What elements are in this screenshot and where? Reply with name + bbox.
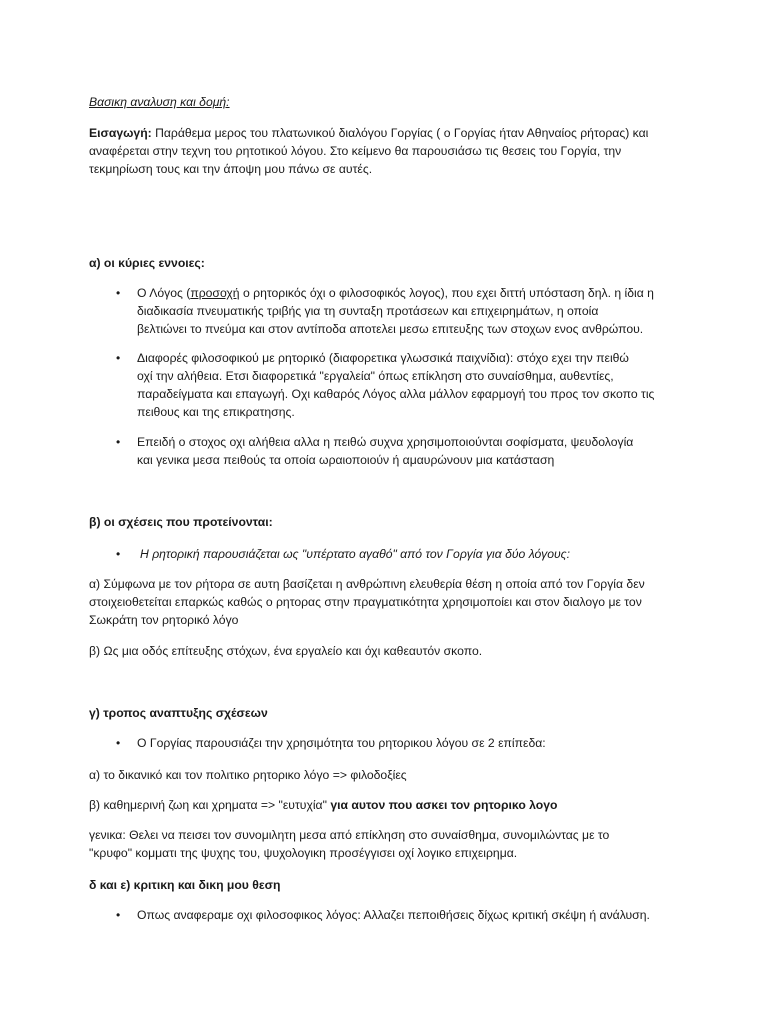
section-a-bullet-1 bbox=[116, 284, 689, 338]
document-heading: Βασικη αναλυση και δομή: bbox=[89, 95, 230, 109]
section-a-title: α) οι κύριες εννοιες: bbox=[89, 256, 205, 270]
section-de-bullet-1 bbox=[116, 906, 689, 924]
para-a-line-2: στοιχειοθετείται επαρκώς καθώς ο ρητορας στην πραγματικότητα χρησιμοποίει και στον διαλογο με τον bbox=[89, 595, 642, 609]
section-de-bullet-text: Οπως αναφεραμε οχι φιλοσοφικος λόγος: Αλλαζει πεποιθήσεις δίχως κριτική σκέψη ή ανάλυση. bbox=[137, 908, 650, 922]
bullet-icon: • bbox=[116, 908, 121, 922]
intro-line-1 bbox=[89, 124, 709, 142]
bullet-icon: • bbox=[116, 435, 121, 449]
section-c-bullet-text: Ο Γοργίας παρουσιάζει την χρησιμότητα του ρητορικου λόγου σε 2 επίπεδα: bbox=[137, 736, 546, 750]
section-c-bullet-1 bbox=[116, 734, 689, 752]
section-b-paragraph-b: β) Ως μια οδός επίτευξης στόχων, ένα εργαλείο και όχι καθεαυτόν σκοπο. bbox=[89, 644, 483, 658]
line-b-text: β) καθημερινή ζωη και χρηματα => "ευτυχία" bbox=[89, 798, 331, 812]
intro-line-3: τεκμηρίωση τους και την άποψη μου πάνω σε αυτές. bbox=[89, 162, 373, 176]
general-line-2: "κρυφο" κομματι της ψυχης του, ψυχολογικη προσέγγισει οχί λογικο επιχειρημα. bbox=[89, 846, 518, 860]
section-c-general-paragraph bbox=[89, 826, 709, 862]
bullet-icon: • bbox=[116, 736, 121, 750]
bullet-2-line-3: παραδείγματα και επαγωγή. Οχι καθαρός Λόγος αλλα μάλλον εφαρμογή του προς τον σκοπο τις bbox=[137, 387, 655, 401]
general-line-1: γενικα: Θελει να πεισει τον συνομιλητη μεσα από επίκληση στο συναίσθημα, συνομιλώντας με το bbox=[89, 828, 610, 842]
bullet-2-line-2: οχί την αλήθεια. Ετσι διαφορετικά "εργαλεία" όπως επίκληση στο συναίσθημα, αυθεντίες, bbox=[137, 369, 614, 383]
bullet-1-line-3: βελτιώνει το πνεύμα και στον αντίποδα αποτελει μεσω επιτευξης των στοχων ενος ανθρώπου. bbox=[137, 322, 644, 336]
bullet-icon: • bbox=[116, 547, 121, 561]
para-a-line-3: Σωκράτη τον ρητορικό λόγο bbox=[89, 613, 239, 627]
line-b-bold-text: για αυτον που ασκει τον ρητορικο λογο bbox=[330, 798, 558, 812]
bullet-3-line-2: και γενικα μεσα πειθούς τα οποία ωραιοποιούν ή αμαυρώνουν μια κατάσταση bbox=[137, 453, 555, 467]
section-c-line-a: α) το δικανικό και τον πολιτικο ρητορικο λόγο => φιλοδοξίες bbox=[89, 768, 407, 782]
bullet-1-text-post: ο ρητορικός όχι ο φιλοσοφικός λογος), που εχει διττή υπόσταση δηλ. η ίδια η bbox=[239, 286, 654, 300]
bullet-1-text-pre: Ο Λόγος ( bbox=[137, 286, 191, 300]
section-b-bullet-1 bbox=[116, 545, 689, 563]
intro-label: Εισαγωγή: bbox=[89, 126, 152, 140]
section-c-line-b bbox=[89, 796, 689, 814]
section-c-title: γ) τροπος αναπτυξης σχέσεων bbox=[89, 706, 268, 720]
intro-paragraph bbox=[89, 124, 709, 178]
bullet-1-line-2: διαδικασία πνευματικής τριβής για τη συνταξη προτάσεων και επιχειρημάτων, η οποία bbox=[137, 304, 599, 318]
para-a-line-1: α) Σύμφωνα με τον ρήτορα σε αυτη βασίζεται η ανθρώπινη ελευθερία θέση η οποία από τον Γοργία δεν bbox=[89, 577, 645, 591]
section-b-bullet-text: Η ρητορική παρουσιάζεται ως "υπέρτατο αγαθό" από τον Γοργία για δύο λόγους: bbox=[140, 547, 570, 561]
bullet-2-line-1: Διαφορές φιλοσοφικού με ρητορικό (διαφορετικα γλωσσικά παιχνίδια): στόχο εχει την πειθώ bbox=[137, 351, 629, 365]
bullet-icon: • bbox=[116, 286, 121, 300]
bullet-3-line-1: Επειδή ο στοχος οχι αλήθεια αλλα η πειθώ συχνα χρησιμοποιούνται σοφίσματα, ψευδολογία bbox=[137, 435, 634, 449]
section-b-paragraph-a bbox=[89, 575, 709, 629]
section-a-bullet-3 bbox=[116, 433, 689, 469]
bullet-1-line-1 bbox=[137, 284, 689, 302]
section-de-title: δ και ε) κριτικη και δικη μου θεση bbox=[89, 878, 281, 892]
intro-line-2: αναφέρεται στην τεχνη του ρητοτικού λόγου. Στο κείμενο θα παρουσιάσω τις θεσεις του Γοργία, την bbox=[89, 144, 622, 158]
section-b-title: β) οι σχέσεις που προτείνονται: bbox=[89, 515, 273, 529]
bullet-2-line-4: πειθους και της επικρατησης. bbox=[137, 405, 295, 419]
bullet-1-underlined-word: προσοχή bbox=[190, 286, 240, 300]
section-a-bullet-2 bbox=[116, 349, 689, 421]
intro-text-1: Παράθεμα μερος του πλατωνικού διαλόγου Γοργίας ( ο Γοργίας ήταν Αθηναίος ρήτορας) και bbox=[151, 126, 649, 140]
bullet-icon: • bbox=[116, 351, 121, 365]
